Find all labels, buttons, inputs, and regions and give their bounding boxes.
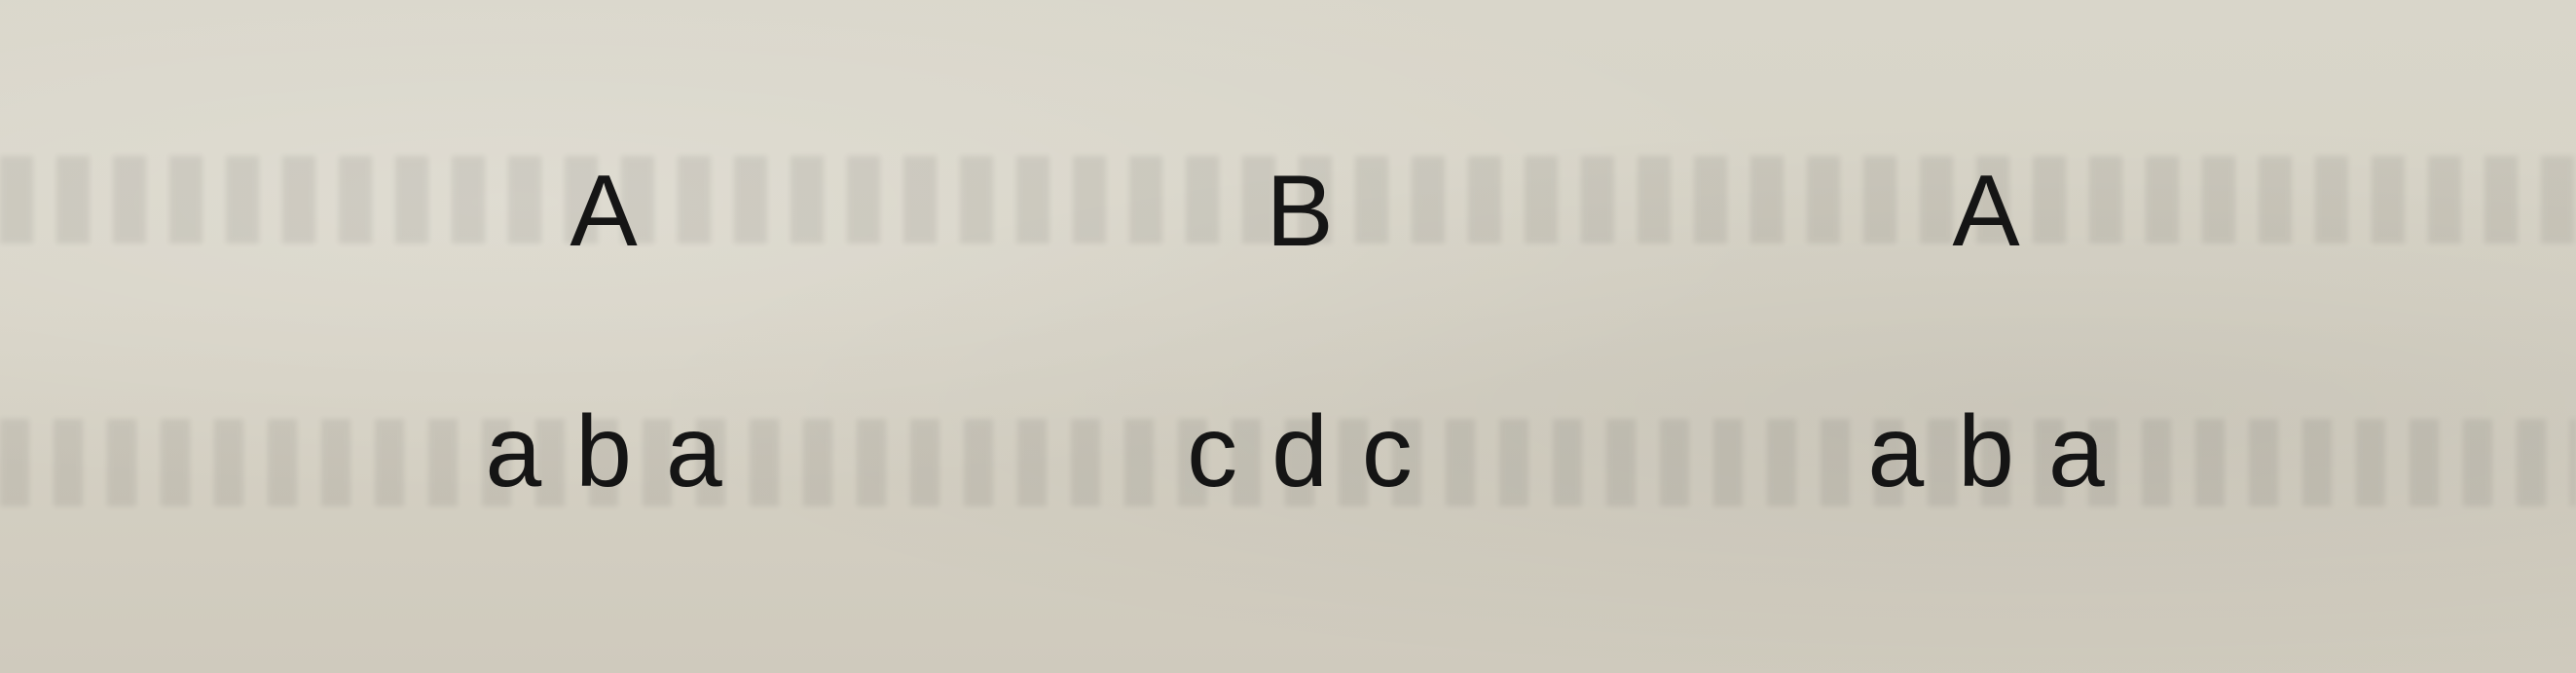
section-phrase-pattern: a b a xyxy=(1867,395,2105,508)
section-label: B xyxy=(1266,155,1334,268)
section-2 xyxy=(1056,0,1543,673)
section-3 xyxy=(1743,0,2229,673)
section-label: A xyxy=(570,155,638,268)
section-label: A xyxy=(1952,155,2020,268)
section-1 xyxy=(360,0,847,673)
section-phrase-pattern: a b a xyxy=(485,395,722,508)
section-phrase-pattern: c d c xyxy=(1187,395,1413,508)
